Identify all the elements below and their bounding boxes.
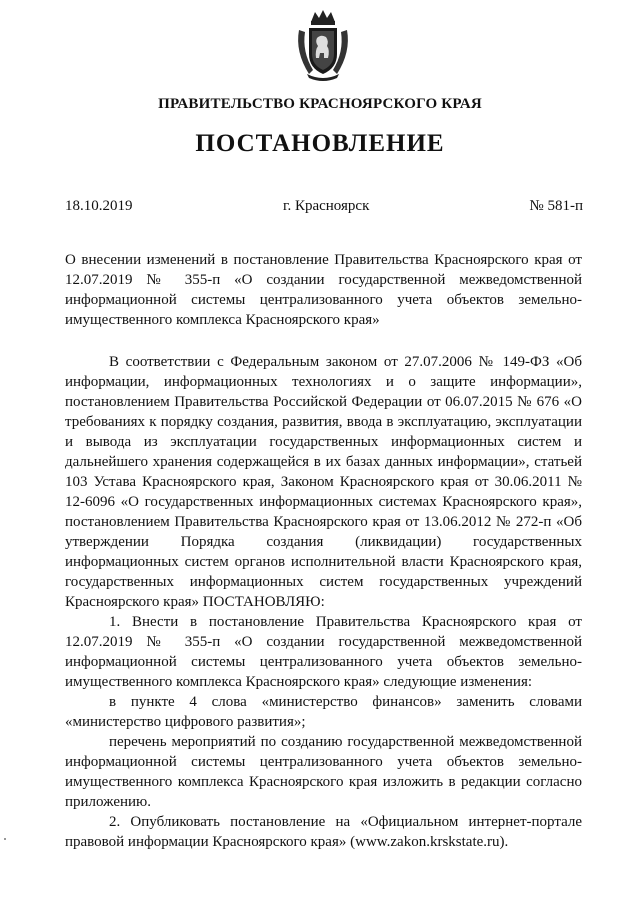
document-city: г. Красноярск: [283, 198, 370, 214]
document-body: [65, 352, 582, 852]
paragraph-item-1-change-b: перечень мероприятий по созданию государственной межведомственной информационной системы централизованного учета объектов земельно-имущественного комплекса Красноярского края изложить в редакции согласно приложению.: [65, 734, 582, 810]
document-title: О внесении изменений в постановление Правительства Красноярского края от 12.07.2019 № 355-п «О создании государственной межведомственной информационной системы централизованного учета объектов земельно-имущественного комплекса Красноярского края»: [65, 252, 582, 328]
paragraph-item-2: 2. Опубликовать постановление на «Официальном интернет-портале правовой информации Красноярского края» (www.zakon.krskstate.ru).: [65, 814, 582, 850]
paragraph-item-1: 1. Внести в постановление Правительства Красноярского края от 12.07.2019 № 355-п «О создании государственной межведомственной информационной системы централизованного учета объектов земельно-имущественного комплекса Красноярского края» следующие изменения:: [65, 614, 582, 690]
paragraph-item-1-change-a: в пункте 4 слова «министерство финансов» заменить словами «министерство цифрового развития»;: [65, 694, 582, 730]
scan-speck: [4, 838, 6, 840]
coat-of-arms-icon: [293, 8, 353, 82]
government-name: ПРАВИТЕЛЬСТВО КРАСНОЯРСКОГО КРАЯ: [158, 96, 482, 112]
paragraph-preamble: В соответствии с Федеральным законом от 27.07.2006 № 149-ФЗ «Об информации, информационных технологиях и о защите информации», постановлением Правительства Российской Федерации от 06.07.2015 № 676 «О требованиях к порядку создания, развития, ввода в эксплуатацию, эксплуатации и вывода из эксплуатации государственных информационных систем и дальнейшего хранения содержащейся в их базах данных информации», статьей 103 Устава Красноярского края, Законом Красноярского края от 30.06.2011 № 12-6096 «О государственных информационных системах Красноярского края», постановлением Правительства Красноярского края от 13.06.2012 № 272-п «Об утверждении Порядка создания (ликвидации) государственных информационных систем органов исполнительной власти Красноярского края, государственных информационных систем государственных учреждений Красноярского края» ПОСТАНОВЛЯЮ:: [65, 354, 582, 610]
document-date: 18.10.2019: [65, 198, 133, 214]
document-number: № 581-п: [529, 198, 583, 214]
document-type: ПОСТАНОВЛЕНИЕ: [195, 130, 445, 157]
